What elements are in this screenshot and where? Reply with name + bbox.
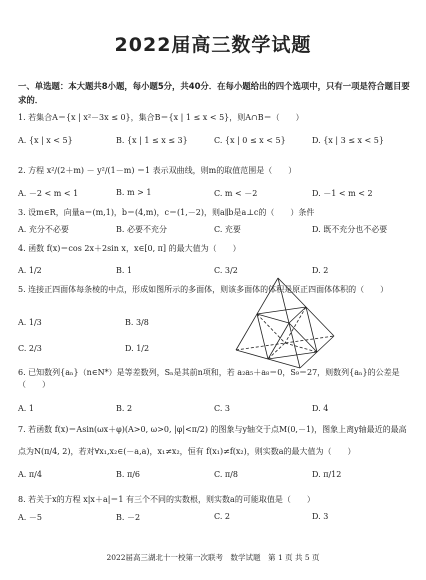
q8-option-a: A. －5 (18, 513, 42, 522)
q5-option-c: C. 2/3 (18, 344, 42, 353)
q4-option-a: A. 1/2 (18, 266, 42, 275)
q5-option-a: A. 1/3 (18, 318, 42, 327)
q2-option-a: A. －2 < m < 1 (18, 189, 79, 198)
q3-option-b: B. 必要不充分 (116, 225, 167, 234)
q8-option-c: C. 2 (214, 512, 231, 521)
q2-option-d: D. －1 < m < 2 (312, 189, 373, 198)
question-4-stem: 4. 函数 f(x)＝cos 2x＋2sin x，x∈[0, π] 的最大值为（ ） (18, 244, 241, 253)
question-1-stem: 1. 若集合A＝{x | x²－3x ≤ 0}，集合B＝{x | 1 ≤ x < 5}，则A∩B＝（ ） (18, 113, 304, 122)
q3-option-a: A. 充分不必要 (18, 225, 69, 234)
q6-option-d: D. 4 (312, 404, 329, 413)
q3-option-d: D. 既不充分也不必要 (312, 225, 388, 234)
q1-option-b: B. {x | 1 ≤ x ≤ 3} (116, 136, 188, 145)
question-6-stem: 6. 已知数列{aₙ}（n∈N*）是等差数列，Sₙ是其前n项和，若 a₂a₅＋a₈＝0，S₉＝27，则数列{aₙ}的公差是（ ） (18, 368, 400, 389)
page-footer: 2022届高三湖北十一校第一次联考 数学试题 第 1 页 共 5 页 (106, 553, 320, 562)
polyhedron-figure (230, 272, 340, 372)
question-7-options (18, 470, 410, 479)
q5-option-b: B. 3/8 (125, 318, 149, 327)
question-3-options (18, 224, 410, 235)
q7-option-d: D. π/12 (312, 470, 342, 479)
q2-option-c: C. m < －2 (214, 189, 258, 198)
q6-option-a: A. 1 (18, 404, 34, 413)
q6-option-b: B. 2 (116, 404, 133, 413)
question-6-options (18, 404, 410, 413)
page-title: 2022届高三数学试题 (114, 34, 312, 56)
question-8-options (18, 512, 410, 523)
question-4-options (18, 266, 410, 275)
question-2-stem: 2. 方程 x²/(2＋m) － y²/(1－m) ＝1 表示双曲线，则m的取值范围是（ ） (18, 166, 297, 175)
q2-option-b: B. m > 1 (116, 188, 152, 197)
question-5-stem: 5. 连接正四面体每条棱的中点，形成如图所示的多面体，则该多面体的体积是原正四面体体积的（ ） (18, 285, 389, 294)
q8-option-b: B. －2 (116, 513, 141, 522)
question-2-options (18, 188, 410, 199)
question-8-stem: 8. 若关于x的方程 x|x＋a|＝1 有三个不同的实数根，则实数a的可能取值是（ ） (18, 495, 315, 504)
q1-option-d: D. {x | 3 ≤ x < 5} (312, 136, 384, 145)
q4-option-c: C. 3/2 (214, 266, 238, 275)
q7-option-b: B. π/6 (116, 470, 141, 479)
q4-option-b: B. 1 (116, 266, 133, 275)
q3-option-c: C. 充要 (214, 225, 241, 234)
q7-option-c: C. π/8 (214, 470, 238, 479)
q1-option-a: A. {x | x < 5} (18, 136, 73, 145)
q5-option-d: D. 1/2 (125, 344, 150, 353)
question-7-stem-continued: 点为N(π/4, 2)，若对∀x₁,x₂∈(－a,a)，x₁≠x₂，恒有 f(x₁)≠f(x₂)，则实数a的最大值为（ ） (18, 447, 356, 456)
section-heading: 一、单选题：本大题共8小题，每小题5分，共40分．在每小题给出的四个选项中，只有一项是符合题目要求的． (18, 81, 410, 105)
q8-option-d: D. 3 (312, 512, 329, 521)
question-3-stem: 3. 设m∈R，向量a＝(m,1)，b＝(4,m)，c＝(1,－2)，则a∥b是a⊥c的（ ）条件 (18, 208, 315, 217)
question-1-options (18, 136, 410, 145)
q6-option-c: C. 3 (214, 404, 231, 413)
question-7-stem: 7. 若函数 f(x)＝Asin(ωx＋φ)(A>0, ω>0, |φ|<π/2) 的图象与y轴交于点M(0,－1)，图象上离y轴最近的最高 (18, 425, 407, 434)
q4-option-d: D. 2 (312, 266, 329, 275)
q7-option-a: A. π/4 (18, 470, 42, 479)
q1-option-c: C. {x | 0 ≤ x < 5} (214, 136, 286, 145)
